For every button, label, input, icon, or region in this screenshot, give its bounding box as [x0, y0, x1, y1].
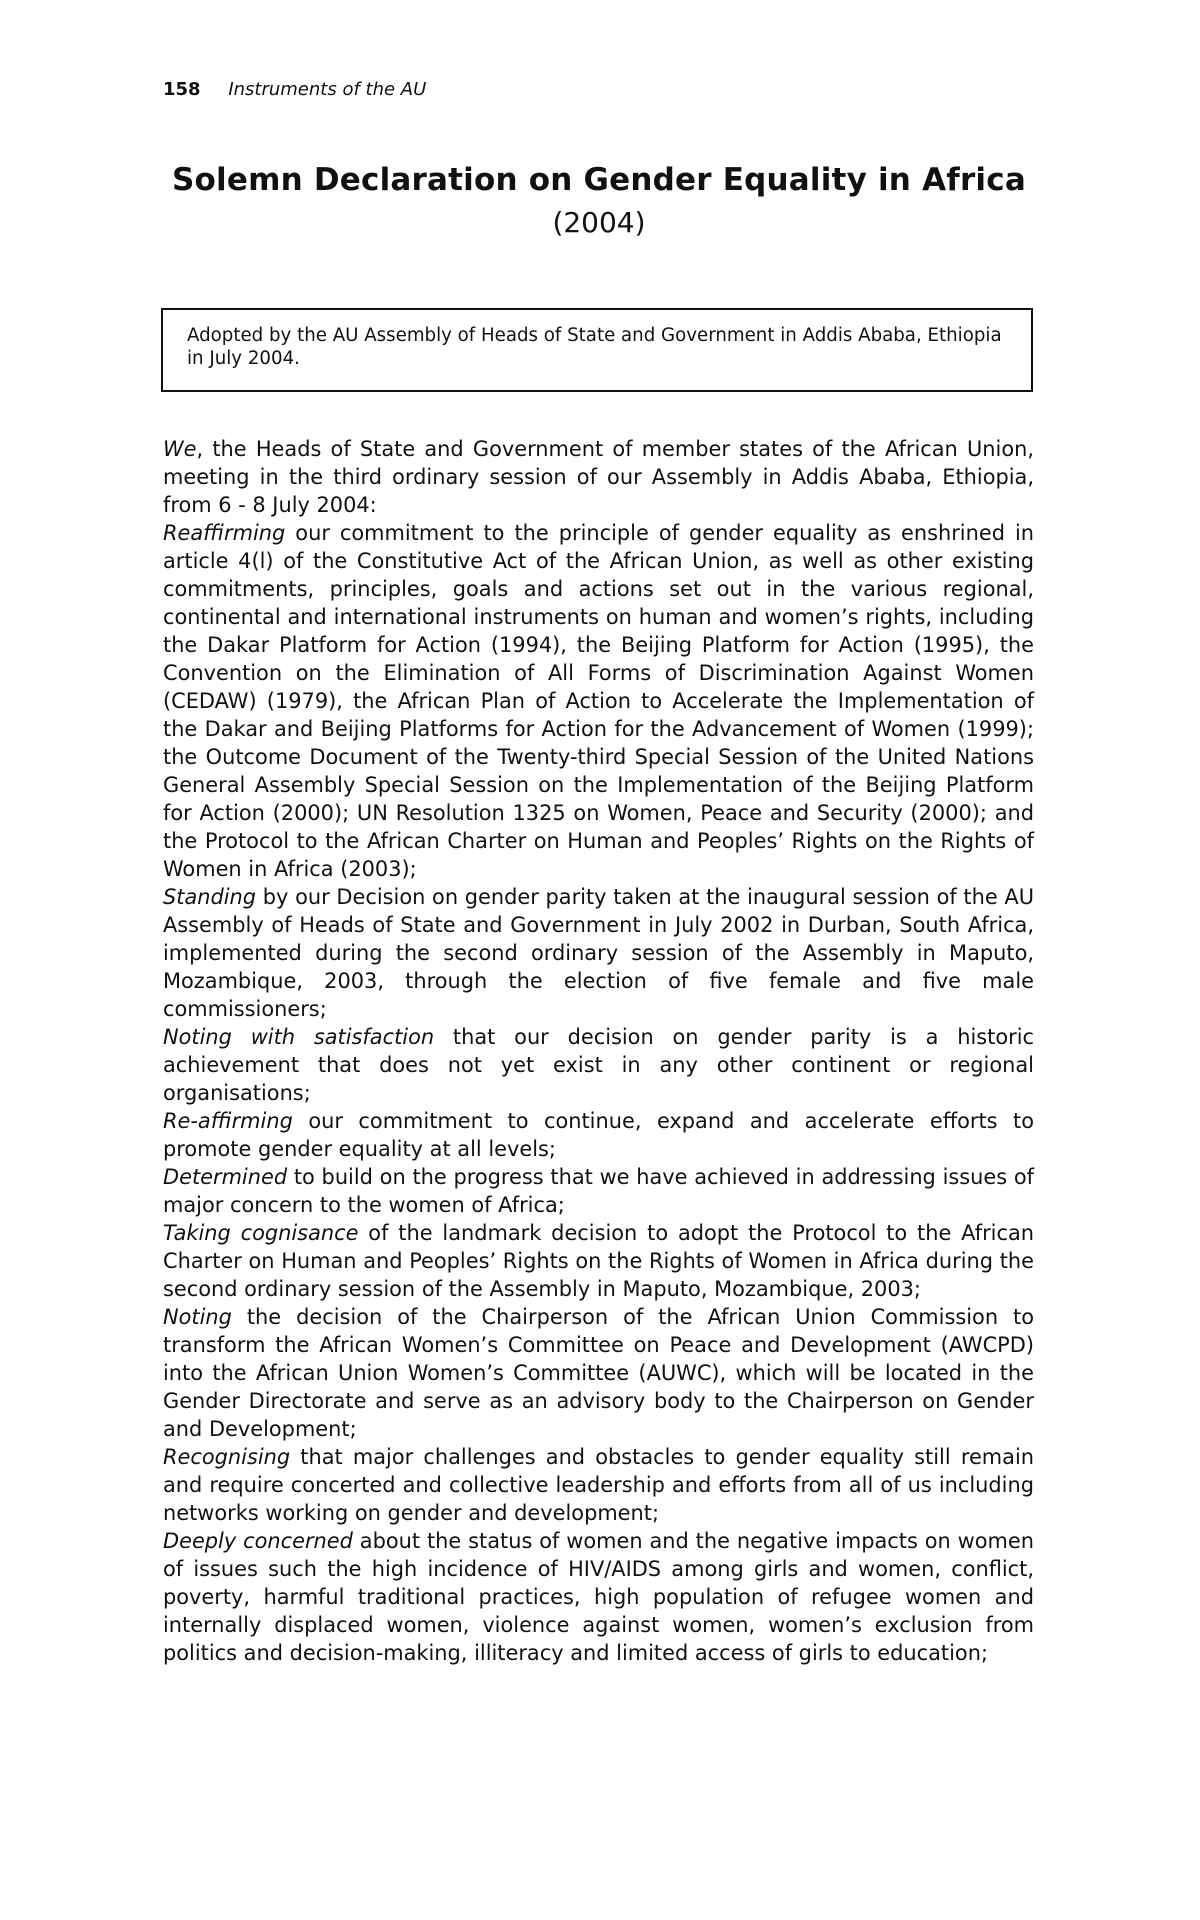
paragraph-text: that major challenges and obstacles to gender equality still remain and require concerted and collective leadership and efforts from all of us including networks working on gender and development;: [163, 1445, 1034, 1525]
paragraph-re-affirming: [163, 1107, 1034, 1163]
paragraph-text: our commitment to the principle of gender equality as enshrined in article 4(l) of the Constitutive Act of the African Union, as well as other existing commitments, principles, goals and actions set out in the various regional, continental and international instruments on human and women’s rights, including the Dakar Platform for Action (1994), the Beijing Platform for Action (1995), the Convention on the Elimination of All Forms of Discrimination Against Women (CEDAW) (1979), the African Plan of Action to Accelerate the Implementation of the Dakar and Beijing Platforms for Action for the Advancement of Women (1999); the Outcome Document of the Twenty-third Special Session of the United Nations General Assembly Special Session on the Implementation of the Beijing Platform for Action (2000); UN Resolution 1325 on Women, Peace and Security (2000); and the Protocol to the African Charter on Human and Peoples’ Rights on the Rights of Women in Africa (2003);: [163, 521, 1034, 881]
paragraph-lead: Standing: [163, 885, 257, 909]
book-title: Instruments of the AU: [228, 79, 427, 100]
paragraph-text: that our decision on gender parity is a historic achievement that does not yet exist in any other continent or regional organisations;: [163, 1025, 1034, 1105]
paragraph-we: [163, 435, 1034, 519]
paragraph-standing: [163, 883, 1034, 1023]
paragraph-lead: Noting with satisfaction: [163, 1025, 435, 1049]
paragraph-lead: Deeply concerned: [163, 1529, 353, 1553]
paragraph-lead: Determined: [163, 1165, 288, 1189]
declaration-body: [163, 435, 1034, 1667]
paragraph-text: of the landmark decision to adopt the Protocol to the African Charter on Human and Peoples’ Rights on the Rights of Women in Africa during the second ordinary session of the Assembly in Maputo, Mozambique, 2003;: [163, 1221, 1034, 1301]
paragraph-lead: We: [163, 437, 197, 461]
paragraph-lead: Noting: [163, 1305, 232, 1329]
running-head: [163, 78, 426, 102]
adoption-note: Adopted by the AU Assembly of Heads of State and Government in Addis Ababa, Ethiopia in July 2004.: [187, 325, 1002, 369]
document-title: Solemn Declaration on Gender Equality in Africa: [172, 162, 1026, 198]
paragraph-recognising: [163, 1443, 1034, 1527]
paragraph-text: , the Heads of State and Government of member states of the African Union, meeting in the third ordinary session of our Assembly in Addis Ababa, Ethiopia, from 6 - 8 July 2004:: [163, 437, 1034, 517]
page-number: 158: [163, 79, 201, 100]
paragraph-taking-cognisance: [163, 1219, 1034, 1303]
paragraph-text: the decision of the Chairperson of the African Union Commission to transform the African Women’s Committee on Peace and Development (AWCPD) into the African Union Women’s Committee (AUWC), which will be located in the Gender Directorate and serve as an advisory body to the Chairperson on Gender and Development;: [163, 1305, 1034, 1441]
document-year: (2004): [552, 206, 646, 239]
paragraph-text: by our Decision on gender parity taken at the inaugural session of the AU Assembly of Heads of State and Government in July 2002 in Durban, South Africa, implemented during the second ordinary session of the Assembly in Maputo, Mozambique, 2003, through the election of five female and five male commissioners;: [163, 885, 1034, 1021]
paragraph-determined: [163, 1163, 1034, 1219]
paragraph-text: to build on the progress that we have achieved in addressing issues of major concern to the women of Africa;: [163, 1165, 1034, 1217]
paragraph-reaffirming: [163, 519, 1034, 883]
paragraph-lead: Reaffirming: [163, 521, 286, 545]
adoption-note-box: [161, 308, 1033, 392]
paragraph-text: our commitment to continue, expand and accelerate efforts to promote gender equality at all levels;: [163, 1109, 1034, 1161]
paragraph-noting: [163, 1303, 1034, 1443]
paragraph-lead: Re-affirming: [163, 1109, 293, 1133]
paragraph-lead: Recognising: [163, 1445, 291, 1469]
document-title-block: [163, 160, 1035, 242]
paragraph-text: about the status of women and the negative impacts on women of issues such the high incidence of HIV/AIDS among girls and women, conflict, poverty, harmful traditional practices, high population of refugee women and internally displaced women, violence against women, women’s exclusion from politics and decision-making, illiteracy and limited access of girls to education;: [163, 1529, 1034, 1665]
paragraph-lead: Taking cognisance: [163, 1221, 359, 1245]
paragraph-deeply-concerned: [163, 1527, 1034, 1667]
paragraph-noting-with-satisfaction: [163, 1023, 1034, 1107]
